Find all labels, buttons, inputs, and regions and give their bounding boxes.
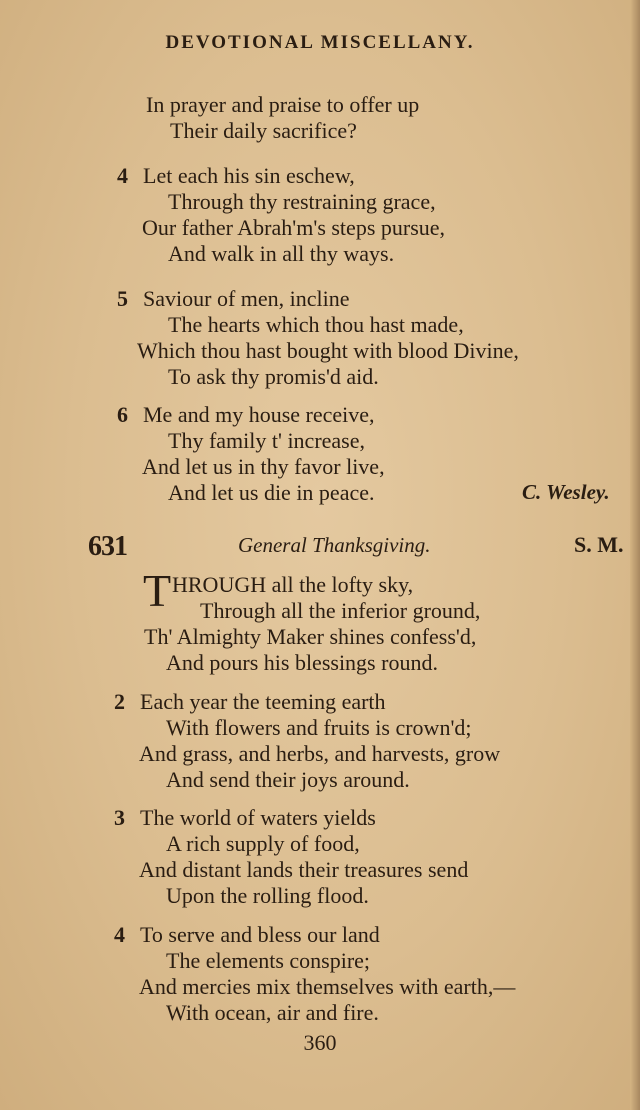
verse-line: The elements conspire; (166, 948, 371, 973)
drop-cap: T (143, 565, 172, 616)
verse-line: With ocean, air and fire. (166, 1000, 379, 1025)
verse-line: Me and my house receive, (143, 402, 375, 427)
verse-line: And let us die in peace. (168, 480, 375, 505)
verse-line: The hearts which thou hast made, (168, 312, 464, 337)
hymn-title: General Thanksgiving. (238, 533, 431, 557)
verse-line: To serve and bless our land (140, 922, 380, 947)
verse-line: In prayer and praise to offer up (146, 92, 420, 117)
verse-number: 4 (117, 163, 128, 188)
verse-line: And mercies mix themselves with earth,— (139, 974, 516, 999)
verse-line: And distant lands their treasures send (139, 857, 469, 882)
hymn-meter: S. M. (574, 532, 624, 557)
verse-line: Their daily sacrifice? (170, 118, 357, 143)
verse-number: 4 (114, 922, 125, 947)
verse-line: Thy family t' increase, (168, 428, 366, 453)
verse-line: HROUGH all the lofty sky, (172, 572, 414, 597)
page-edge-shadow (630, 0, 640, 1110)
verse-line: To ask thy promis'd aid. (168, 364, 379, 389)
page-number: 360 (303, 1030, 337, 1055)
verse-number: 2 (114, 689, 125, 714)
verse-line: Each year the teeming earth (140, 689, 386, 714)
verse-line: And send their joys around. (166, 767, 410, 792)
verse-line: And grass, and herbs, and harvests, grow (139, 741, 501, 766)
verse-line: A rich supply of food, (166, 831, 360, 856)
verse-line: Upon the rolling flood. (166, 883, 369, 908)
verse-line: Which thou hast bought with blood Divine, (137, 338, 519, 363)
verse-line: Our father Abrah'm's steps pursue, (142, 215, 446, 240)
verse-line: Through thy restraining grace, (168, 189, 436, 214)
verse-number: 6 (117, 402, 128, 427)
verse-line: Th' Almighty Maker shines confess'd, (144, 624, 477, 649)
verse-line: The world of waters yields (140, 805, 376, 830)
author-attribution: C. Wesley. (522, 480, 610, 504)
verse-number: 5 (117, 286, 128, 311)
verse-line: Saviour of men, incline (143, 286, 350, 311)
verse-line: With flowers and fruits is crown'd; (166, 715, 472, 740)
running-head: DEVOTIONAL MISCELLANY. (165, 32, 475, 53)
verse-line: And pours his blessings round. (166, 650, 438, 675)
verse-line: Let each his sin eschew, (143, 163, 355, 188)
verse-number: 3 (114, 805, 125, 830)
hymn-number: 631 (88, 531, 127, 562)
verse-line: Through all the inferior ground, (200, 598, 481, 623)
verse-line: And walk in all thy ways. (168, 241, 395, 266)
verse-line: And let us in thy favor live, (142, 454, 385, 479)
